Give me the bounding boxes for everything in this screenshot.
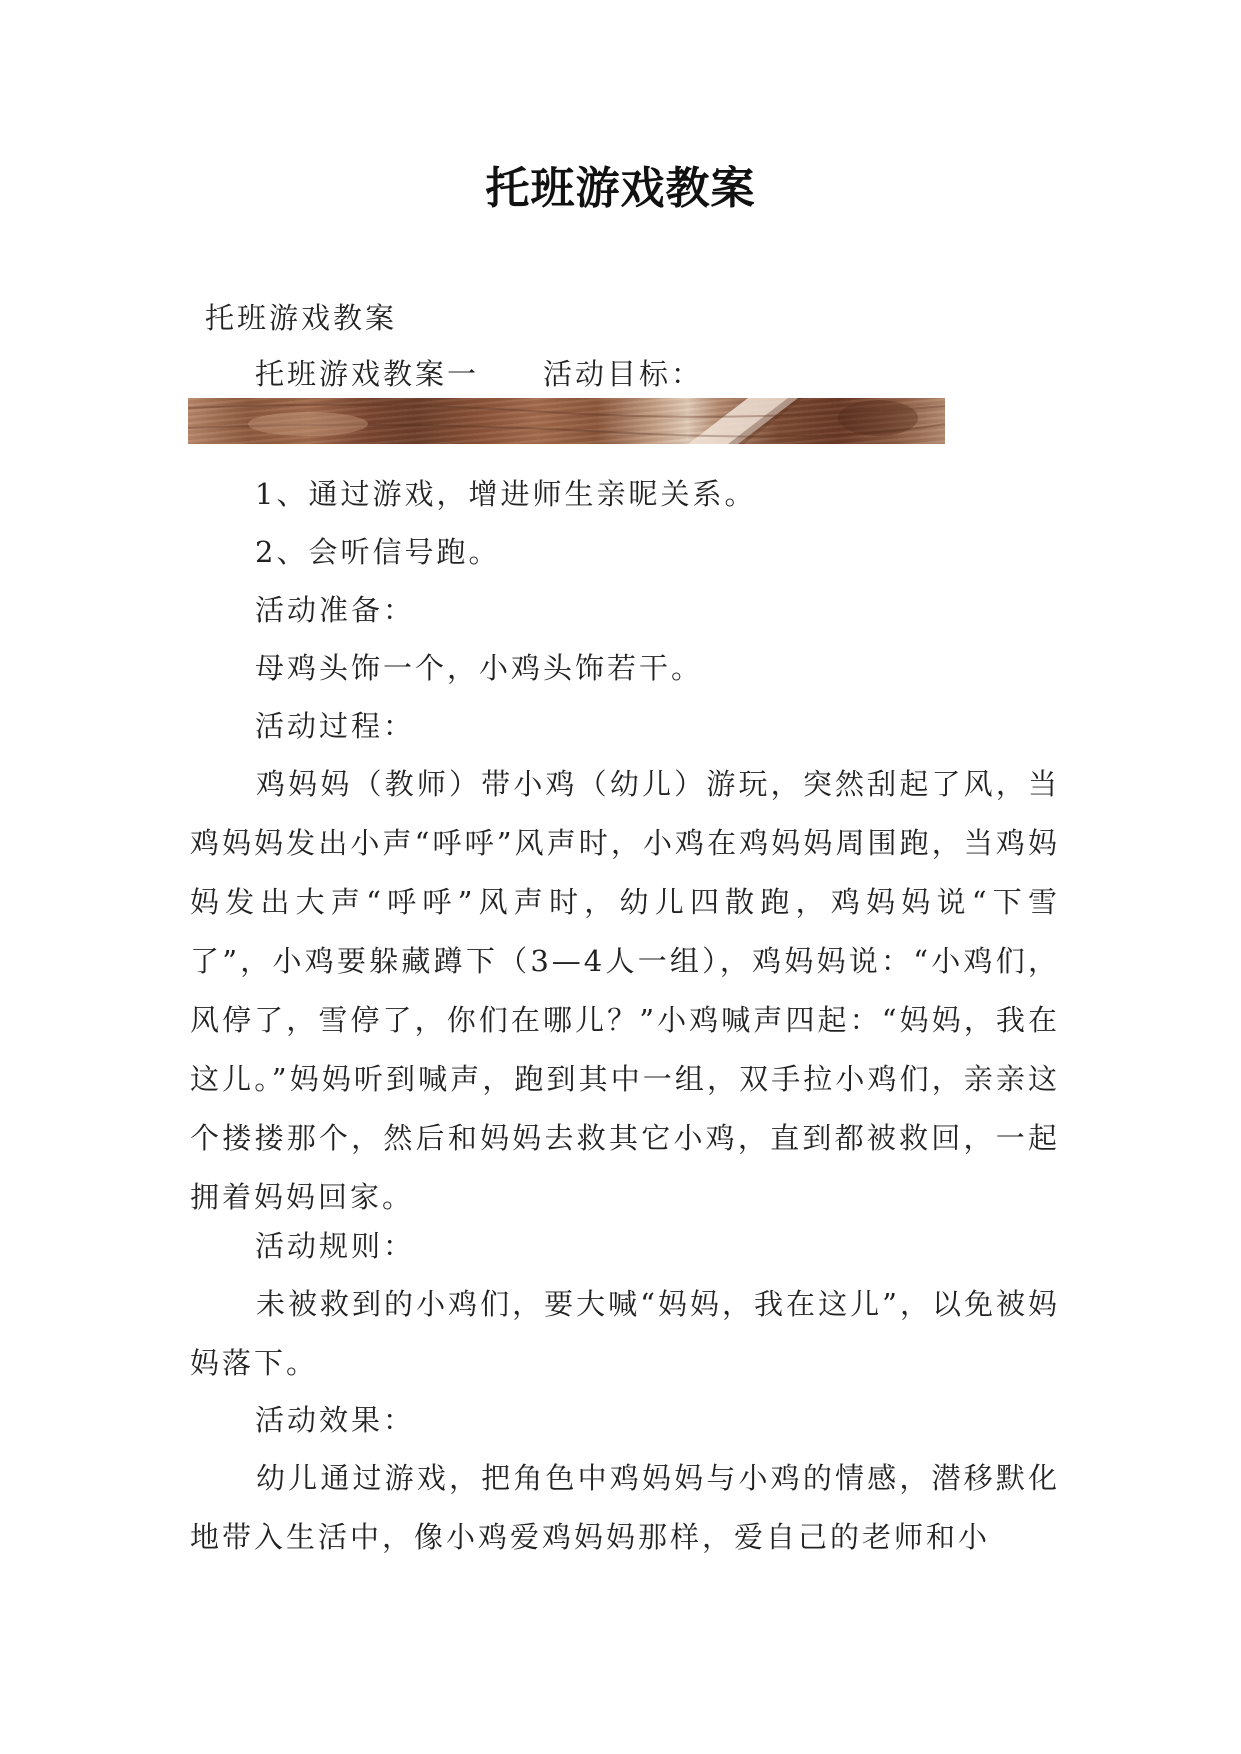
wood-texture-image [188,398,945,444]
process-paragraph: 鸡妈妈（教师）带小鸡（幼儿）游玩，突然刮起了风，当鸡妈妈发出小声“呼呼”风声时，小鸡在鸡妈妈周围跑，当鸡妈妈发出大声“呼呼”风声时，幼儿四散跑，鸡妈妈说“下雪了”，小鸡要躲藏蹲下（3—4人一组），鸡妈妈说：“小鸡们，风停了，雪停了，你们在哪儿？”小鸡喊声四起：“妈妈，我在这儿。”妈妈听到喊声，跑到其中一组，双手拉小鸡们，亲亲这个搂搂那个，然后和妈妈去救其它小鸡，直到都被救回，一起拥着妈妈回家。 [190,767,1060,1214]
document-title: 托班游戏教案 [485,163,756,214]
rules-paragraph: 未被救到的小鸡们，要大喊“妈妈，我在这儿”，以免被妈妈落下。 [190,1287,1060,1380]
rules-heading: 活动规则： [255,1229,416,1263]
prep-text: 母鸡头饰一个，小鸡头饰若干。 [255,651,704,685]
goal-item-1: 1、通过游戏，增进师生亲昵关系。 [255,477,757,511]
effect-paragraph: 幼儿通过游戏，把角色中鸡妈妈与小鸡的情感，潜移默化地带入生活中，像小鸡爱鸡妈妈那样，爱自己的老师和小 [190,1461,1060,1554]
document-subtitle: 托班游戏教案 [205,301,398,335]
goal-item-2: 2、会听信号跑。 [255,535,501,569]
prep-heading: 活动准备： [255,593,416,627]
wood-pattern-graphic [188,398,945,444]
section-heading: 托班游戏教案一 活动目标： [255,357,704,391]
process-heading: 活动过程： [255,709,416,743]
effect-heading: 活动效果： [255,1403,416,1437]
